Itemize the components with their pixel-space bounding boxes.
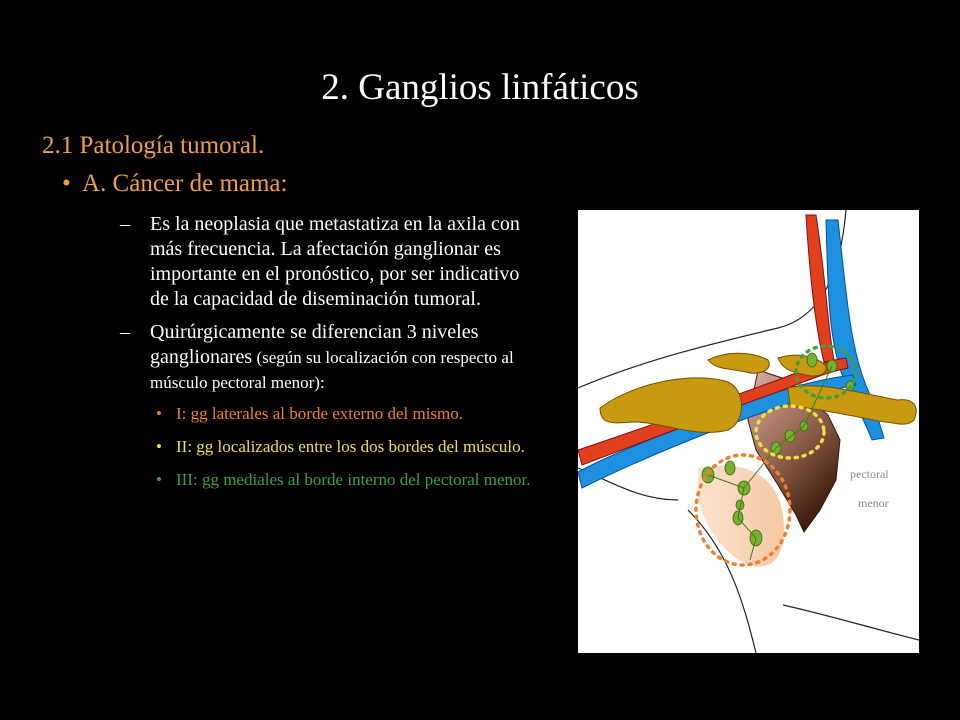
label-menor: menor (858, 496, 889, 510)
label-pectoral: pectoral (850, 467, 889, 481)
section-heading: 2.1 Patología tumoral. (42, 132, 265, 159)
slide-title: 2. Ganglios linfáticos (321, 67, 639, 108)
chest-outline (783, 605, 919, 640)
subsection-text: A. Cáncer de mama: (82, 170, 288, 197)
bullet-marker: • (156, 470, 162, 489)
bullet-marker: • (156, 404, 162, 423)
body-item-text: Es la neoplasia que metastatiza en la axila con más frecuencia. La afectación ganglionar es importante en el pronóstico, por ser indicativo de la capacidad de diseminación tumoral. (150, 213, 520, 310)
body-list (120, 212, 532, 502)
level-item-iii (150, 469, 532, 491)
dash-marker: – (120, 321, 130, 343)
axilla-illustration (578, 210, 919, 653)
bullet-marker: • (62, 170, 71, 197)
level-text: III: gg mediales al borde interno del pectoral menor. (176, 470, 531, 489)
subsection-heading (62, 168, 287, 200)
level-item-ii (150, 436, 532, 458)
level-text: II: gg localizados entre los dos bordes del músculo. (176, 437, 525, 456)
body-item-text: Quirúrgicamente se diferencian 3 niveles ganglionares (150, 321, 479, 368)
body-item-note: (según su localización con respecto al músculo pectoral menor): (150, 348, 514, 392)
level-text: I: gg laterales al borde externo del mismo. (176, 404, 464, 423)
dash-marker: – (120, 213, 130, 235)
level-item-i (150, 403, 532, 425)
coracoid (708, 353, 769, 373)
humerus-head (600, 378, 742, 433)
body-item-frequency (120, 212, 532, 312)
body-item-levels (120, 320, 532, 491)
level-list (150, 403, 532, 491)
bullet-marker: • (156, 437, 162, 456)
